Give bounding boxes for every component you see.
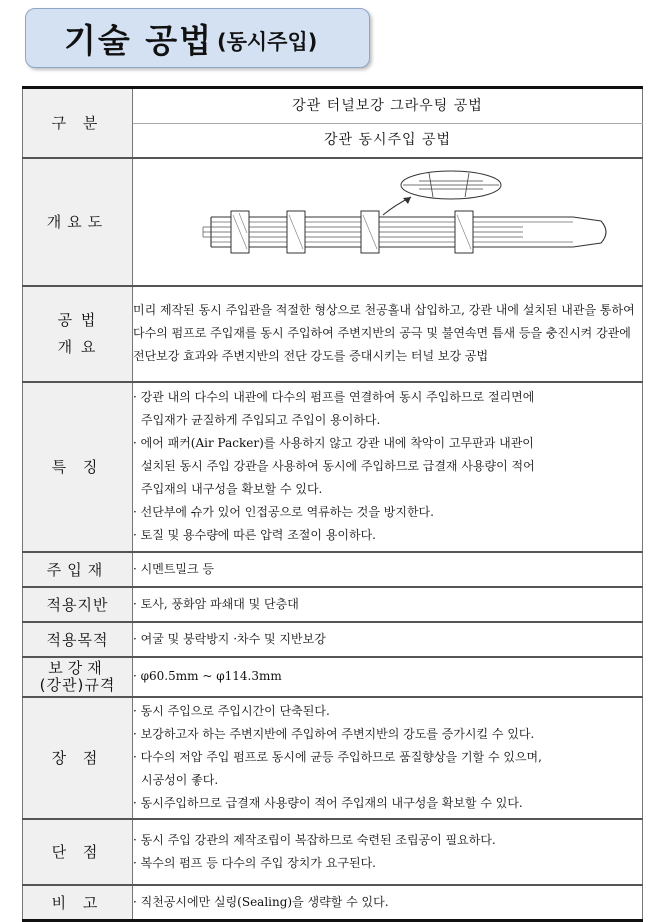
row-label-purpose: 적용목적 — [23, 622, 133, 657]
method-table — [22, 86, 643, 922]
feature-line: · 토질 및 용수량에 따른 압력 조절이 용이하다. — [133, 528, 376, 542]
spec-label-line2: (강관)규격 — [39, 675, 116, 694]
spec-value: · φ60.5mm ~ φ114.3mm — [133, 657, 643, 697]
advantage-line: · 다수의 저압 주입 펌프로 동시에 균등 주입하므로 품질향상을 기할 수 있으며, — [133, 750, 542, 764]
row-label-advantages: 장 점 — [23, 697, 133, 819]
header-method-name: 강관 터널보강 그라우팅 공법 — [133, 88, 643, 124]
disadvantage-line: · 동시 주입 강관의 제작조립이 복잡하므로 숙련된 조립공이 필요하다. — [133, 832, 496, 847]
feature-line: · 에어 패커(Air Packer)를 사용하지 않고 강관 내에 착악이 고무판과 내관이 — [133, 436, 534, 450]
title-main: 기술 공법 — [64, 20, 214, 60]
features-cell — [133, 382, 643, 552]
advantage-line: · 보강하고자 하는 주변지반에 주입하여 주변지반의 강도를 증가시킬 수 있다. — [133, 727, 535, 741]
advantage-line: 시공성이 좋다. — [141, 773, 219, 787]
row-label-disadvantages: 단 점 — [23, 819, 133, 885]
feature-line: 주입재가 균질하게 주입되고 주입이 용이하다. — [141, 413, 381, 427]
method-overview-text: 미리 제작된 동시 주입관을 적절한 형상으로 천공홀내 삽입하고, 강관 내에 설치된 내관을 통하여 다수의 펌프로 주입재를 동시 주입하여 주변지반의 공극 및 불연속면 틈새 등을 충진시켜 강관에 전단보강 효과와 주변지반의 전단 강도를 증대시키는 터널 보강 공법 — [133, 286, 643, 382]
feature-line: 설치된 동시 주입 강관을 사용하여 동시에 주입하므로 급결재 사용량이 적어 — [141, 459, 535, 473]
method-label-line2: 개 요 — [57, 337, 98, 356]
feature-line: · 선단부에 슈가 있어 인접공으로 역류하는 것을 방지한다. — [133, 505, 434, 519]
row-label-method — [23, 286, 133, 382]
spec-label-line1: 보강재 — [48, 658, 107, 677]
row-label-ground: 적용지반 — [23, 587, 133, 622]
row-label-diagram: 개요도 — [23, 158, 133, 286]
method-label-line1: 공 법 — [57, 310, 98, 329]
disadvantages-cell — [133, 819, 643, 885]
header-method-subname: 강관 동시주입 공법 — [133, 124, 643, 158]
grout-value: · 시멘트밀크 등 — [133, 552, 643, 587]
row-label-remarks: 비 고 — [23, 885, 133, 921]
feature-line: · 강관 내의 다수의 내관에 다수의 펌프를 연결하여 동시 주입하므로 절리면에 — [133, 390, 535, 404]
feature-line: 주입재의 내구성을 확보할 수 있다. — [141, 482, 323, 496]
title-sub: (동시주입) — [217, 30, 318, 54]
row-label-features: 특 징 — [23, 382, 133, 552]
row-label-spec — [23, 657, 133, 697]
purpose-value: · 여굴 및 붕락방지 ·차수 및 지반보강 — [133, 622, 643, 657]
header-label: 구 분 — [23, 88, 133, 158]
title-banner — [25, 8, 370, 68]
remarks-value: · 직천공시에만 실링(Sealing)을 생략할 수 있다. — [133, 885, 643, 921]
advantage-line: · 동시 주입으로 주입시간이 단축된다. — [133, 704, 330, 718]
advantage-line: · 동시주입하므로 급결재 사용량이 적어 주입재의 내구성을 확보할 수 있다. — [133, 796, 523, 810]
advantages-cell — [133, 697, 643, 819]
pipe-diagram — [133, 159, 642, 281]
disadvantage-line: · 복수의 펌프 등 다수의 주입 장치가 요구된다. — [133, 855, 376, 870]
row-label-grout: 주입재 — [23, 552, 133, 587]
diagram-cell — [133, 158, 643, 286]
ground-value: · 토사, 풍화암 파쇄대 및 단층대 — [133, 587, 643, 622]
